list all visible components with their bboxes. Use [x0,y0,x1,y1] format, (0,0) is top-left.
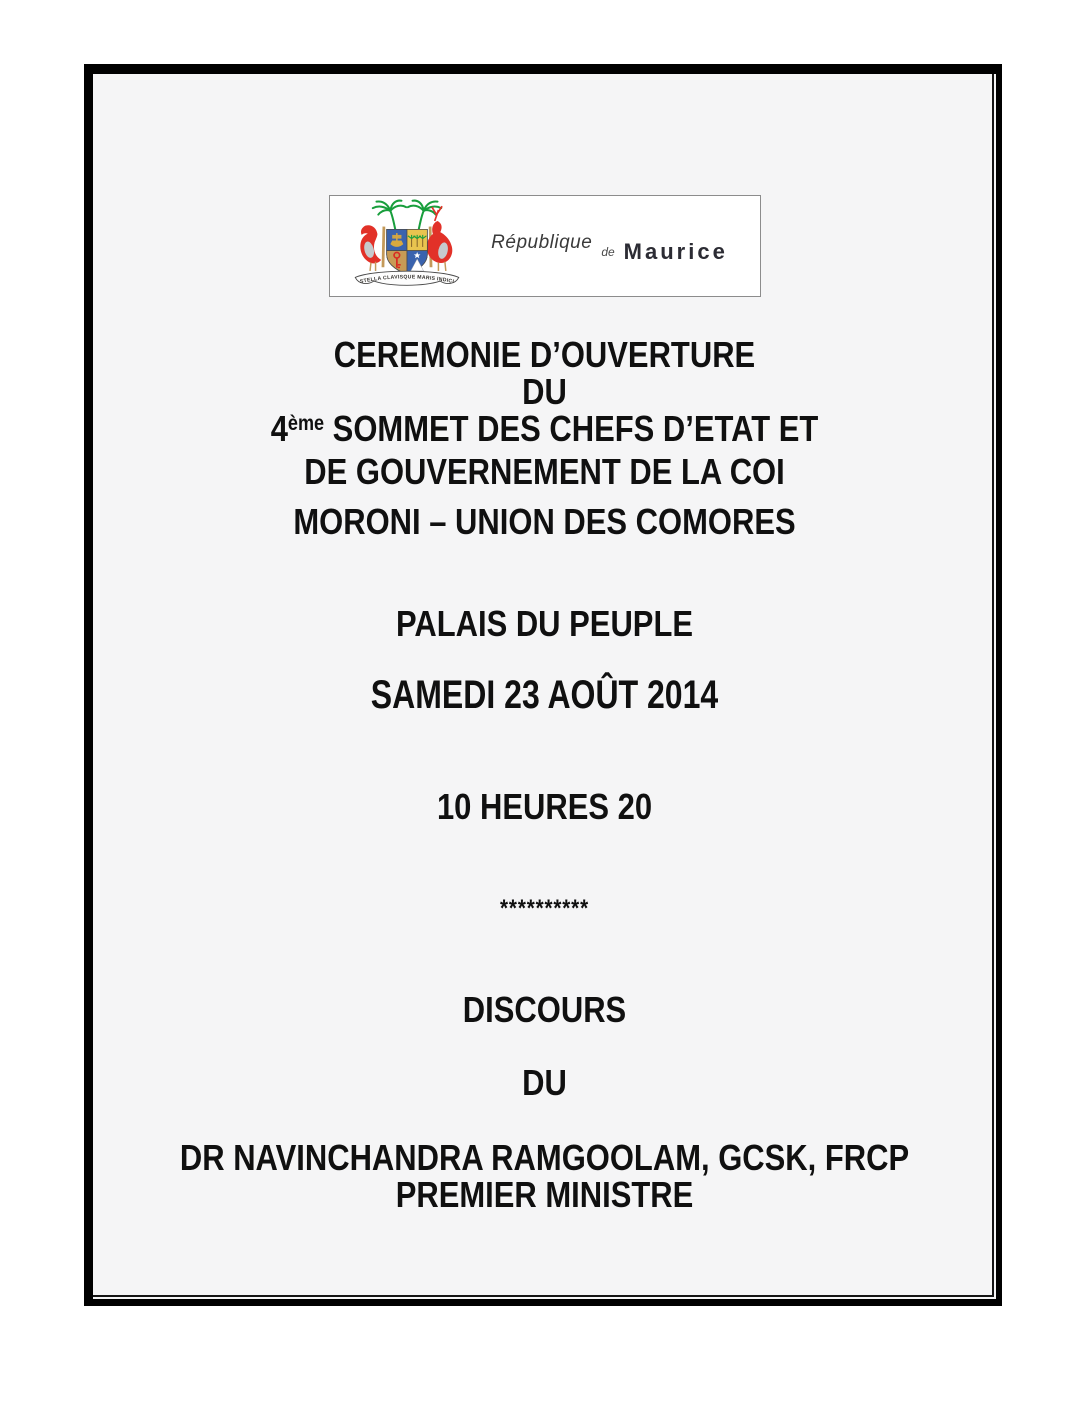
speaker-title-line: PREMIER MINISTRE [395,1174,694,1215]
sugarcane-left [382,227,383,268]
logo-republique-label: République [491,232,593,253]
du-heading: DU [522,1062,567,1103]
dodo-supporter-icon [360,225,381,271]
discours-heading: DISCOURS [462,989,627,1030]
logo-maurice-label: Maurice [623,239,728,264]
title-block [93,336,996,490]
logo-wordmark [468,228,760,264]
venue-line: PALAIS DU PEUPLE [395,603,694,644]
summit-text: SOMMET DES CHEFS D’ETAT ET [332,408,819,449]
document-page [84,64,1002,1306]
logo-de-label: de [601,245,615,259]
title-line-sommet [156,410,933,453]
asterisk-separator: ********** [500,895,589,922]
title-line-gouvernement: DE GOUVERNEMENT DE LA COI [304,451,785,492]
mauritius-logo [329,195,761,297]
location-line: MORONI – UNION DES COMORES [293,501,796,542]
date-line: SAMEDI 23 AOÛT 2014 [370,673,719,717]
mauritius-coat-of-arms-icon [346,198,468,294]
time-line: 10 HEURES 20 [436,786,653,827]
coat-of-arms-motto: STELLA CLAVISQUE MARIS INDICI [358,274,455,286]
summit-number: 4 [270,408,288,449]
page-content [93,74,996,1299]
summit-ordinal-suffix: ème [287,412,325,435]
speaker-name-line: DR NAVINCHANDRA RAMGOOLAM, GCSK, FRCP [179,1137,910,1178]
speaker-block [93,1139,996,1213]
title-line-ceremonie: CEREMONIE D’OUVERTURE [333,334,756,375]
title-line-du: DU [522,371,567,412]
